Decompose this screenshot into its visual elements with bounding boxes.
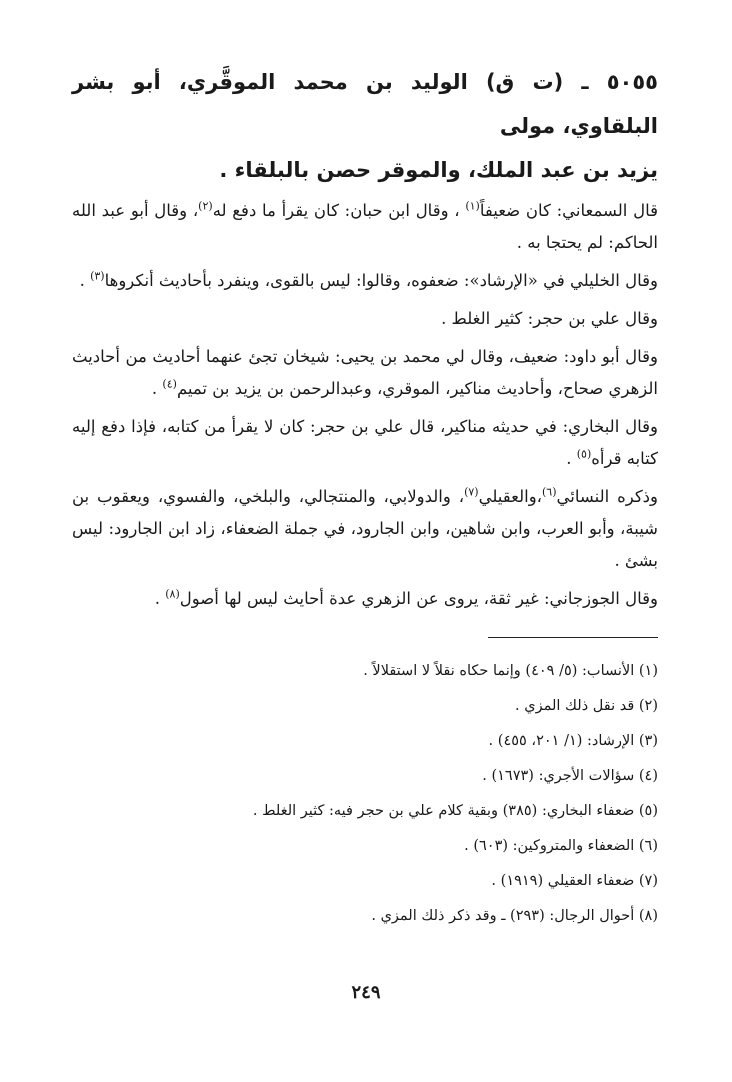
paragraph-text: وقال علي بن حجر: كثير الغلط .	[441, 309, 658, 328]
entry-paragraph	[72, 583, 658, 615]
entry-body	[72, 195, 658, 615]
paragraph-text: قال السمعاني: كان ضعيفاً	[479, 201, 658, 220]
footnote-7: (٧) ضعفاء العقيلي (١٩١٩) .	[491, 873, 658, 889]
footnotes	[72, 654, 658, 934]
paragraph-text: ، وقال ابن حبان: كان يقرأ ما دفع له	[212, 201, 466, 220]
entry-heading-line-2: يزيد بن عبد الملك، والموقر حصن بالبلقاء .	[219, 158, 658, 182]
entry-paragraph	[72, 481, 658, 577]
footnote-3: (٣) الإرشاد: (١/ ٢٠١، ٤٥٥) .	[488, 733, 658, 749]
footnote-marker: (٨)	[165, 587, 180, 601]
paragraph-text: .	[154, 589, 166, 608]
footnote-marker: (٧)	[464, 485, 479, 499]
entry-paragraph	[72, 303, 658, 335]
footnote-separator	[488, 637, 658, 638]
entry-heading-line-1: ٥٠٥٥ ـ (ت ق) الوليد بن محمد الموقَّري، أبو بشر البلقاوي، مولى	[72, 70, 658, 138]
paragraph-text: .	[79, 271, 91, 290]
footnote-8: (٨) أحوال الرجال: (٢٩٣) ـ وقد ذكر ذلك المزي .	[371, 908, 658, 924]
paragraph-text: .	[566, 449, 577, 468]
paragraph-text: وقال أبو داود: ضعيف، وقال لي محمد بن يحيى: شيخان تجئ عنهما أحاديث من أحاديث الزهري صحاح، وأحاديث مناكير، الموقري، وعبدالرحمن بن يزيد بن تميم	[72, 347, 658, 398]
entry-paragraph	[72, 341, 658, 405]
paragraph-text: وقال الجوزجاني: غير ثقة، يروى عن الزهري عدة أحايث ليس لها أصول	[179, 589, 658, 608]
paragraph-text: وذكره النسائي	[556, 487, 658, 506]
footnote-1: (١) الأنساب: (٥/ ٤٠٩) وإنما حكاه نقلاً لا استقلالاً .	[363, 663, 658, 679]
entry-paragraph	[72, 195, 658, 259]
paragraph-text: وقال الخليلي في «الإرشاد»: ضعفوه، وقالوا: ليس بالقوى، وينفرد بأحاديث أنكروها	[104, 271, 658, 290]
footnote-marker: (٣)	[90, 269, 105, 283]
footnote-4: (٤) سؤالات الأجري: (١٦٧٣) .	[482, 768, 658, 784]
footnote-marker: (٤)	[162, 377, 177, 391]
footnote-2: (٢) قد نقل ذلك المزي .	[515, 698, 658, 714]
paragraph-text: ، وقال أبو عبد الله الحاكم: لم يحتجا به .	[72, 201, 658, 252]
footnote-marker: (٥)	[576, 447, 592, 461]
page-number: ٢٤٩	[351, 982, 381, 1003]
footnote-6: (٦) الضعفاء والمتروكين: (٦٠٣) .	[464, 838, 658, 854]
entry-paragraph	[72, 411, 658, 475]
paragraph-text: وقال البخاري: في حديثه مناكير، قال علي بن حجر: كان لا يقرأ من كتابه، فإذا دفع إليه كتابه قرأه	[72, 417, 658, 468]
paragraph-text: ،والعقيلي	[478, 487, 542, 506]
page-body	[72, 60, 658, 934]
footnote-marker: (٦)	[541, 485, 557, 499]
footnote-marker: (١)	[465, 199, 480, 213]
paragraph-text: .	[151, 379, 163, 398]
paragraph-text: ، والدولابي، والمنتجالي، والبلخي، والفسوي، ويعقوب بن شيبة، وأبو العرب، وابن شاهين، وابن الجارود، في جملة الضعفاء، زاد ابن الجارود: ليس بشئ .	[72, 487, 658, 570]
footnote-marker: (٢)	[198, 199, 213, 213]
footnote-5: (٥) ضعفاء البخاري: (٣٨٥) وبقية كلام علي بن حجر فيه: كثير الغلط .	[252, 803, 658, 819]
entry-paragraph	[72, 265, 658, 297]
